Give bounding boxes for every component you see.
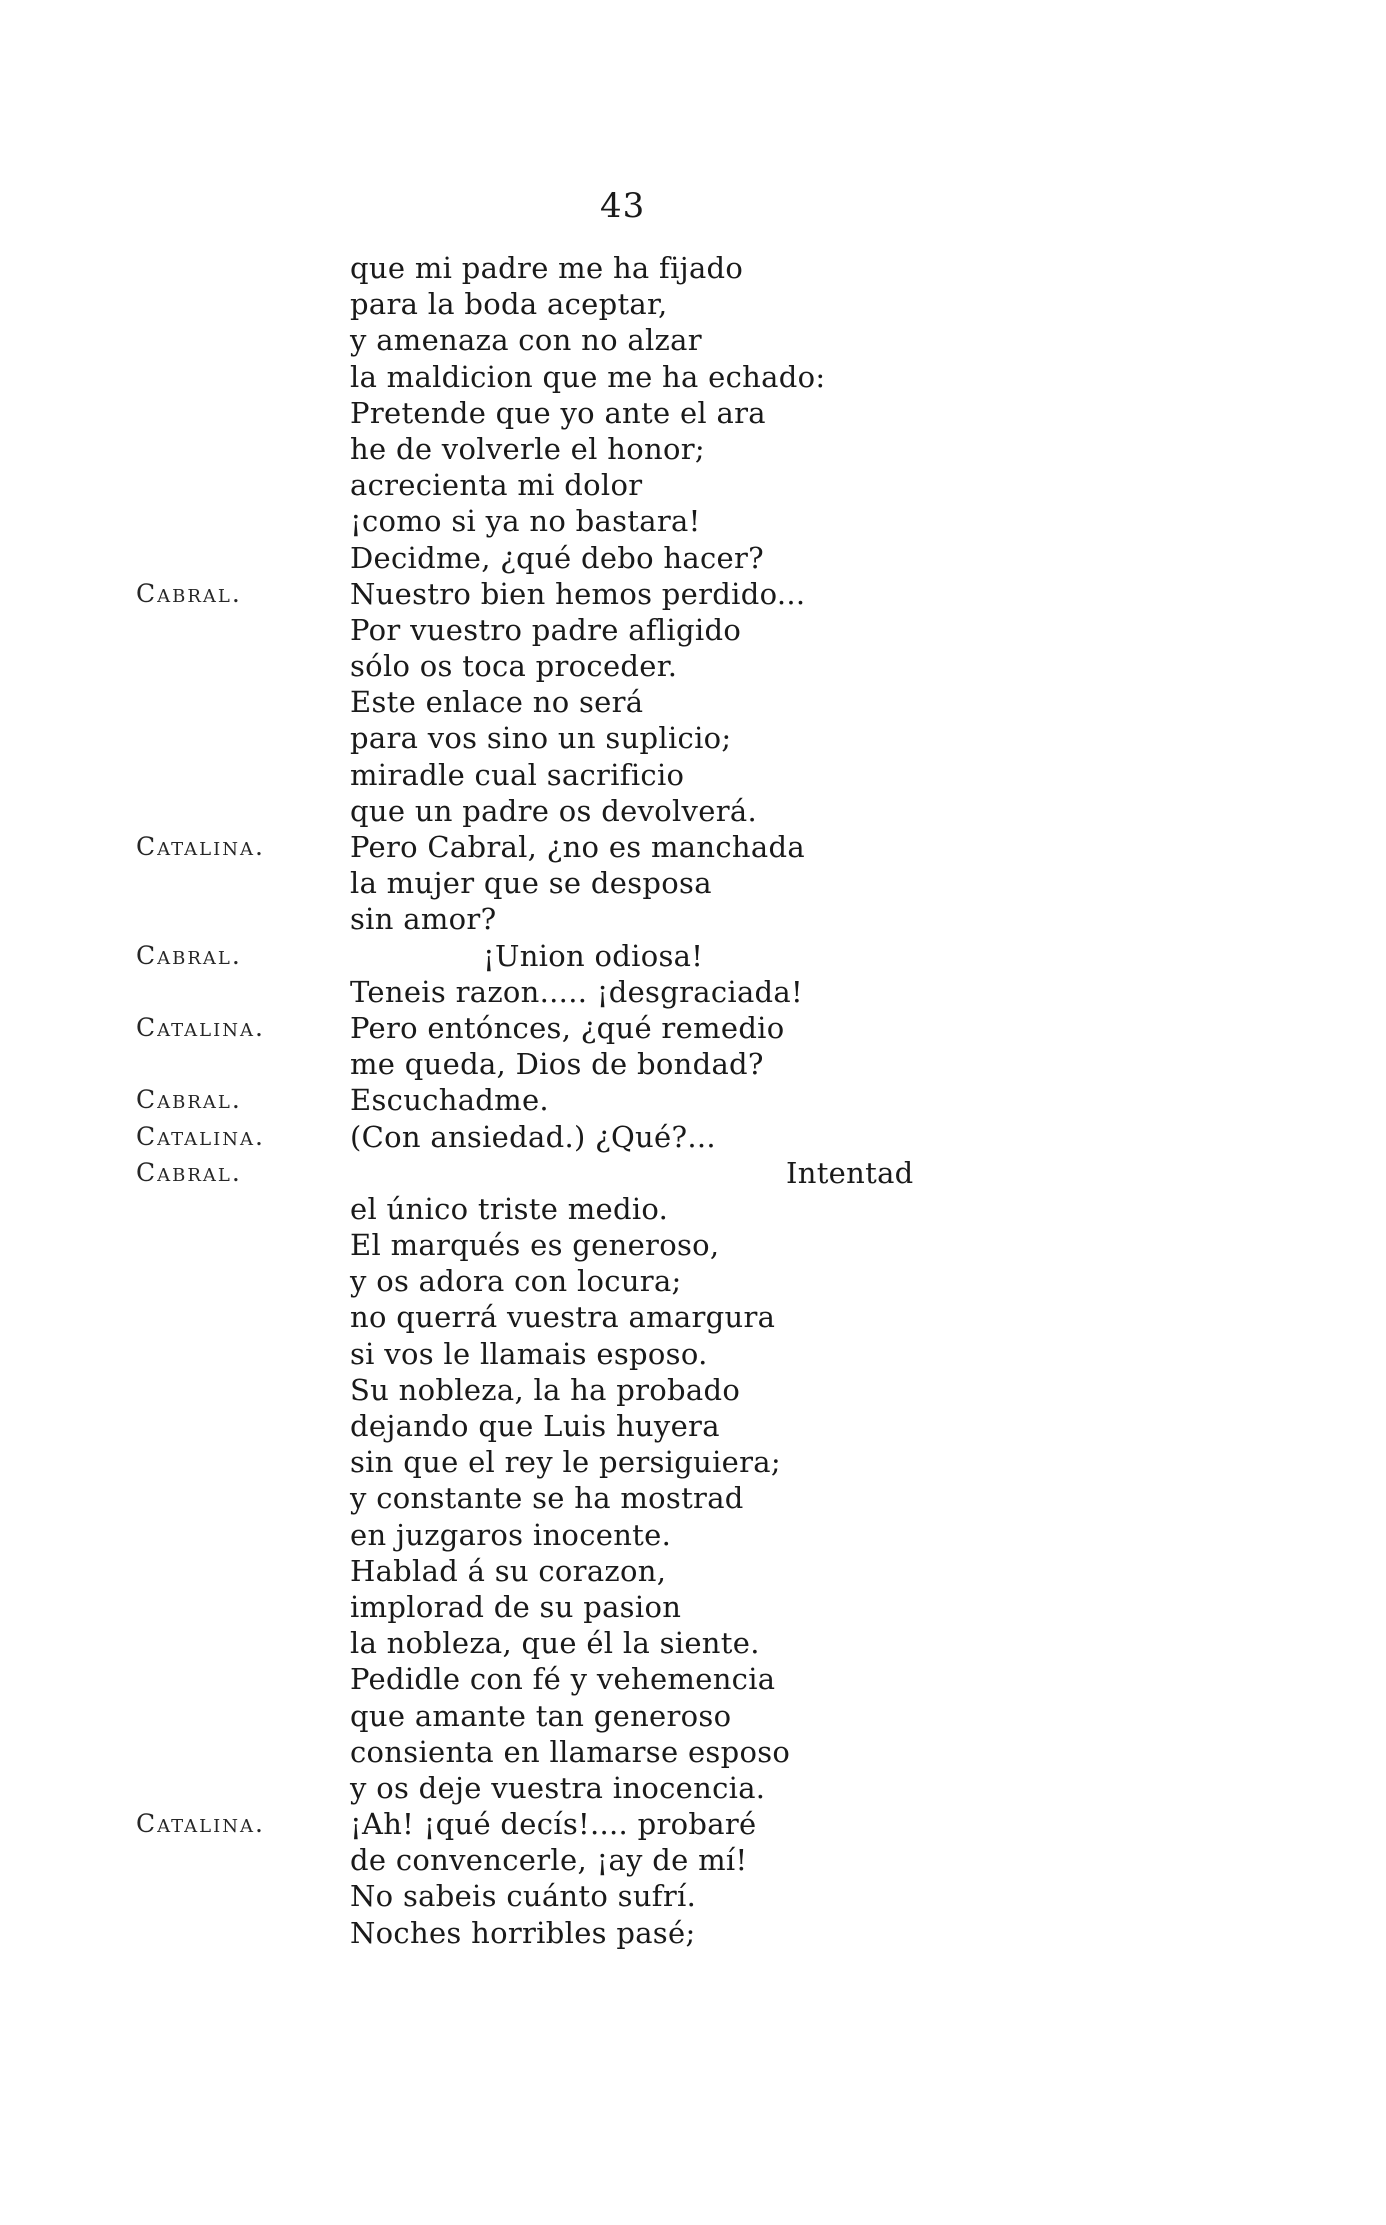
verse-text: implorad de su pasion [350,1589,682,1624]
verse-text: Este enlace no será [350,685,644,720]
verse-text: me queda, Dios de bondad? [350,1047,764,1082]
verse-text: la nobleza, que él la siente. [350,1626,760,1661]
verse-line [0,359,1386,395]
verse-line [0,1770,1386,1806]
verse-text: no querrá vuestra amargura [350,1300,776,1335]
verse-text: y os adora con locura; [350,1264,682,1299]
page-number: 43 [600,186,646,226]
verse-line [0,1372,1386,1408]
verse-line [0,901,1386,937]
verse-line [0,1263,1386,1299]
speaker-name: Cabral. [136,578,242,608]
verse-text: Teneis razon..... ¡desgraciada! [350,974,803,1009]
verse-line [0,865,1386,901]
verse-text: para vos sino un suplicio; [350,721,732,756]
verse-line [0,1191,1386,1227]
verse-line [0,829,1386,865]
verse-text: Pero entónces, ¿qué remedio [350,1010,785,1045]
verse-text: miradle cual sacrificio [350,757,685,792]
verse-text: la mujer que se desposa [350,866,712,901]
verse-line [0,684,1386,720]
speaker-name: Catalina. [136,1121,265,1151]
verse-line [0,467,1386,503]
verse-text: ¡Union odiosa! [483,938,704,973]
verse-line [0,757,1386,793]
speaker-name: Catalina. [136,832,265,861]
verse-line [0,540,1386,576]
verse-line [0,576,1386,612]
verse-line [0,1227,1386,1263]
verse-text: Intentad [786,1155,914,1190]
verse-line [0,1661,1386,1697]
verse-line [0,286,1386,322]
verse-line [0,1336,1386,1372]
verse-text: sin que el rey le persiguiera; [350,1445,781,1480]
verse-text: acrecienta mi dolor [350,468,643,503]
verse-line [0,1734,1386,1770]
verse-text: sin amor? [350,902,497,937]
verse-line [0,1842,1386,1878]
verse-text: el único triste medio. [350,1191,669,1226]
verse-text: si vos le llamais esposo. [350,1336,708,1371]
verse-line [0,974,1386,1010]
verse-text: para la boda aceptar, [350,287,668,322]
verse-text: Pretende que yo ante el ara [350,395,766,430]
verse-text: Por vuestro padre afligido [350,612,742,647]
speaker-name: Cabral. [136,1157,242,1187]
verse-line [0,1517,1386,1553]
verse-line [0,1082,1386,1118]
verse-text: he de volverle el honor; [350,431,705,466]
verse-line [0,1046,1386,1082]
verse-text: Pero Cabral, ¿no es manchada [350,830,805,864]
speaker-name: Cabral. [136,1085,242,1115]
verse-line [0,1698,1386,1734]
verse-line [0,1010,1386,1046]
verse-line [0,1625,1386,1661]
verse-text: No sabeis cuánto sufrí. [350,1879,697,1914]
verse-line [0,720,1386,756]
verse-line [0,250,1386,286]
verse-line [0,1155,1386,1191]
speaker-name: Catalina. [136,1809,265,1839]
verse-text: y amenaza con no alzar [350,323,702,358]
verse-line [0,1408,1386,1444]
verse-text: Escuchadme. [350,1083,549,1118]
verse-line [0,1878,1386,1914]
verse-text: Decidme, ¿qué debo hacer? [350,540,765,575]
verse-text: dejando que Luis huyera [350,1409,720,1443]
verse-text: la maldicion que me ha echado: [350,359,826,394]
verse-text: que amante tan generoso [350,1698,732,1733]
verse-text: Nuestro bien hemos perdido... [350,576,806,611]
verse-line [0,1480,1386,1516]
verse-text: y constante se ha mostrad [350,1481,744,1516]
verse-line [0,1119,1386,1155]
verse-line [0,1444,1386,1480]
verse-text: sólo os toca proceder. [350,649,678,684]
verse-line [0,1806,1386,1842]
verse-text: (Con ansiedad.) ¿Qué?... [350,1119,716,1154]
verse-line [0,648,1386,684]
verse-text: en juzgaros inocente. [350,1517,672,1552]
verse-text: Su nobleza, la ha probado [350,1372,741,1407]
verse-line [0,395,1386,431]
verse-line [0,431,1386,467]
play-text [0,250,1386,1951]
verse-text: El marqués es generoso, [350,1228,720,1263]
verse-line [0,612,1386,648]
verse-text: ¡como si ya no bastara! [350,504,701,539]
verse-text: que un padre os devolverá. [350,793,757,828]
verse-text: de convencerle, ¡ay de mí! [350,1843,748,1878]
verse-text: que mi padre me ha fijado [350,251,744,285]
speaker-name: Catalina. [136,1012,265,1042]
verse-text: Hablad á su corazon, [350,1553,667,1588]
verse-text: consienta en llamarse esposo [350,1734,791,1769]
verse-line [0,322,1386,358]
verse-text: y os deje vuestra inocencia. [350,1770,766,1805]
verse-text: ¡Ah! ¡qué decís!.... probaré [350,1807,757,1842]
speaker-name: Cabral. [136,940,242,970]
verse-line [0,793,1386,829]
verse-line [0,503,1386,539]
verse-line [0,1553,1386,1589]
verse-line [0,938,1386,974]
verse-text: Pedidle con fé y vehemencia [350,1662,776,1697]
verse-line [0,1299,1386,1335]
verse-text: Noches horribles pasé; [350,1915,696,1950]
verse-line [0,1589,1386,1625]
verse-line [0,1915,1386,1951]
